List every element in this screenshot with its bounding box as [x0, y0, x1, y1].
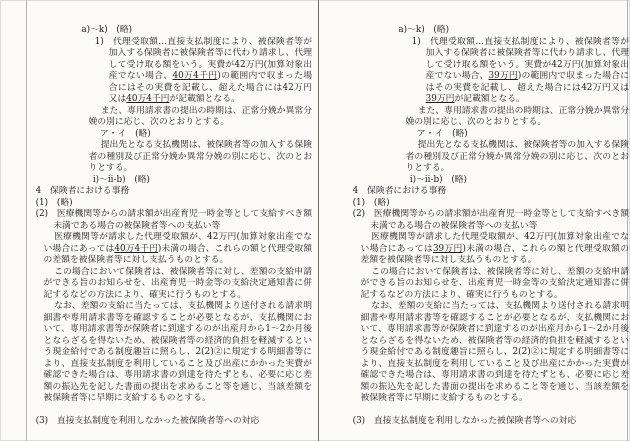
text-run: )の範囲内で収まった場合にはその実費を記載し、超えた場合には42万円又は [425, 71, 629, 93]
text-run: 1) 代理受取額…直接支払制度により、被保険者等が加入する保険者に被保険者等に代わり請求し、代理して受け取る額をいう。実費が42万円(加算対象出産でない場合、 [411, 36, 629, 81]
text-run: )未満の場合、これらの額と代理受取額の差額を被保険者等に対し支払うものとする。 [43, 243, 312, 265]
paragraph [33, 129, 312, 141]
text-run: なお、差額の支給に当たっては、支払機関より送付される請求明細書や専用請求書等を確認することが必要となるが、支払機関において、専用請求書等が保険者に到達するのが出産月から1〜2か月後とならざるを得ないため、被保険者等の経済的負担を軽減するという現金給付である制度趣旨に照らし、2(2)②に規定する明細書等により、直接支払制度を利用していること及び出産にかかった実費が確認できた場合は、専用請求書の到達を待たずとも、必要に応じ差額の振込先を記した書面の提出を求めること等を通じ、当該差額を被保険者等に早期に支給するものとする。 [43, 301, 312, 403]
column-right [350, 25, 629, 427]
text-run: 提出先となる支払機関は、被保険者等の加入する保険者の種別及び正常分娩か異常分娩の別に応じ、次のとおりとする。 [88, 140, 312, 173]
changed-text-underlined: 39万円 [425, 94, 455, 104]
text-run: a)〜k) (略) [81, 25, 133, 35]
text-run: )の範囲内で収まった場合にはその実費を記載し、超えた場合には42万円又は [108, 71, 312, 104]
text-run: i)〜ii-b) (略) [409, 174, 467, 185]
paragraph [350, 232, 629, 267]
changed-text-underlined: 40万4千円 [126, 94, 170, 104]
changed-text-underlined: 40万4千円 [114, 243, 158, 254]
text-run: 医療機関等が請求した代理受取額が、42万円(加算対象出産でない場合にあっては [360, 232, 629, 254]
text-run: (3) 直接支払制度を利用しなかった被保険者等への対応 [352, 415, 577, 426]
paragraph [33, 267, 312, 302]
paragraph [350, 301, 629, 405]
paragraph [33, 416, 312, 428]
table-left-border [26, 0, 27, 441]
paragraph [33, 301, 312, 405]
text-run: (1) (略) [352, 197, 390, 208]
paragraph [33, 37, 312, 106]
text-run: ア・イ (略) [416, 128, 468, 139]
text-run: 医療機関等が請求した代理受取額が、42万円(加算対象出産でない場合にあっては [43, 232, 312, 254]
text-run: i)〜ii-b) (略) [92, 174, 150, 185]
text-run: また、専用請求書の提出の時期は、正常分娩か異常分娩の別に応じ、次のとおりとする。 [405, 105, 629, 127]
changed-text-underlined: 39万円 [488, 71, 518, 81]
paragraph [350, 267, 629, 302]
text-run: (3) 直接支払制度を利用しなかった被保険者等への対応 [35, 415, 260, 426]
text-run: ア・イ (略) [99, 128, 151, 139]
paragraph [33, 106, 312, 129]
paragraph [350, 175, 629, 187]
paragraph [33, 140, 312, 175]
text-run: 4 保険者における事務 [352, 186, 447, 196]
text-run: (2) 医療機関等からの請求額が出産育児一時金等として支給すべき額未満である場合の被保険者等への支払い等 [352, 209, 629, 231]
text-run: a)〜k) (略) [398, 25, 450, 35]
text-run: 1) 代理受取額…直接支払制度により、被保険者等が加入する保険者に被保険者等に代わり請求し、代理して受け取る額をいう。実費が42万円(加算対象出産でない場合、 [94, 36, 312, 81]
text-run: が記載額となる。 [169, 94, 240, 104]
paragraph [350, 186, 629, 198]
text-run: 4 保険者における事務 [35, 186, 130, 196]
paragraph [350, 25, 629, 37]
paragraph [350, 106, 629, 129]
paragraph [350, 198, 629, 210]
changed-text-underlined: 40万4千円 [172, 71, 218, 81]
paragraph [33, 186, 312, 198]
paragraph [33, 209, 312, 232]
column-left [33, 25, 312, 427]
text-run: が記載額となる。 [454, 94, 525, 104]
text-run: 提出先となる支払機関は、被保険者等の加入する保険者の種別及び正常分娩か異常分娩の別に応じ、次のとおりとする。 [405, 140, 629, 173]
column-divider [318, 0, 319, 441]
changed-text-underlined: 39万円 [432, 243, 463, 254]
text-run: この場合において保険者は、被保険者等に対し、差額の支給申請ができる旨のお知らせを、出産育児一時金等の支給決定通知書に併記するなどの方法により、確実に行うものとする。 [43, 266, 312, 300]
paragraph [33, 25, 312, 37]
paragraph [33, 198, 312, 210]
paragraph [350, 37, 629, 106]
paragraph [350, 129, 629, 141]
text-run: )未満の場合、これらの額と代理受取額の差額を被保険者等に対し支払うものとする。 [360, 243, 629, 265]
text-run: (2) 医療機関等からの請求額が出産育児一時金等として支給すべき額未満である場合の被保険者等への支払い等 [35, 209, 312, 231]
text-run: この場合において保険者は、被保険者等に対し、差額の支給申請ができる旨のお知らせを、出産育児一時金等の支給決定通知書に併記するなどの方法により、確実に行うものとする。 [360, 266, 629, 300]
paragraph [350, 140, 629, 175]
text-run: また、専用請求書の提出の時期は、正常分娩か異常分娩の別に応じ、次のとおりとする。 [88, 105, 312, 127]
text-run: なお、差額の支給に当たっては、支払機関より送付される請求明細書や専用請求書等を確認することが必要となるが、支払機関において、専用請求書等が保険者に到達するのが出産月から1〜2か月後とならざるを得ないため、被保険者等の経済的負担を軽減するという現金給付である制度趣旨に照らし、2(2)②に規定する明細書等により、直接支払制度を利用していること及び出産にかかった実費が確認できた場合は、専用請求書の到達を待たずとも、必要に応じ差額の振込先を記した書面の提出を求めること等を通じ、当該差額を被保険者等に早期に支給するものとする。 [360, 301, 629, 403]
paragraph [350, 209, 629, 232]
text-run: (1) (略) [35, 197, 73, 208]
paragraph [350, 416, 629, 428]
paragraph [33, 232, 312, 267]
paragraph [33, 175, 312, 187]
